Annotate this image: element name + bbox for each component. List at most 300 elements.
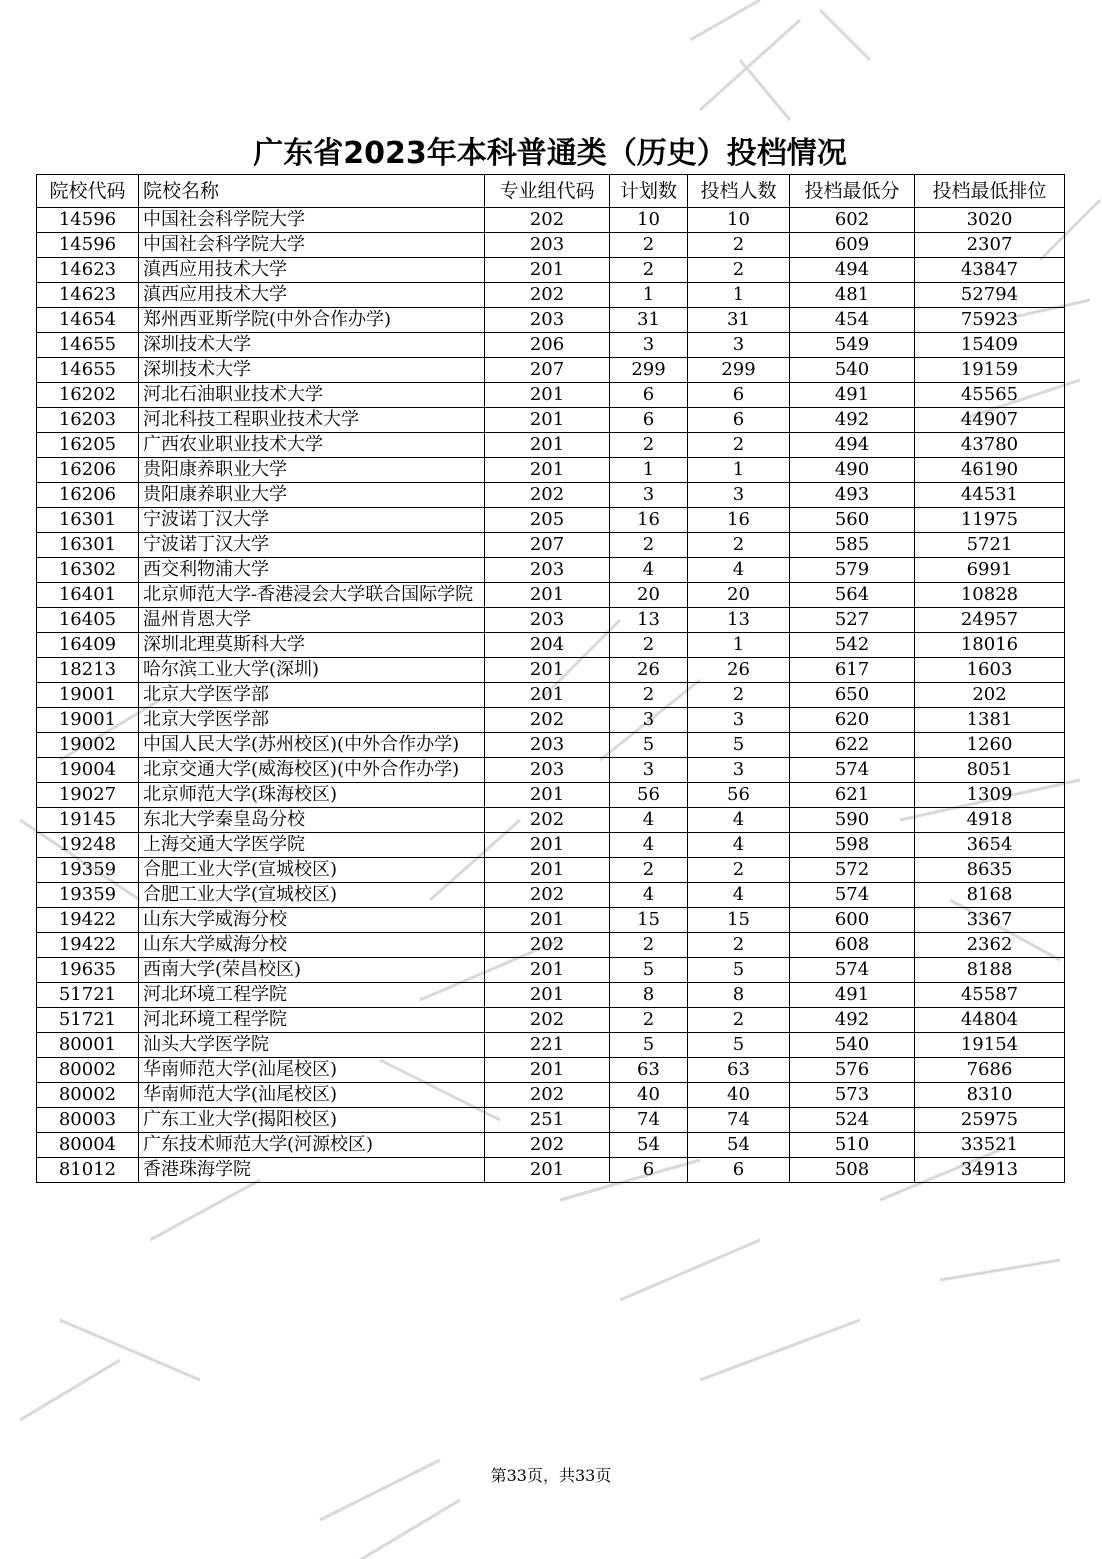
cell-school-code: 14655 — [37, 358, 139, 383]
cell-school-code: 80002 — [37, 1083, 139, 1108]
cell-group-code: 203 — [485, 733, 610, 758]
cell-plan-count: 2 — [610, 433, 688, 458]
table-row — [37, 258, 1065, 283]
watermark-stroke — [940, 1260, 1060, 1280]
cell-school-name: 深圳北理莫斯科大学 — [139, 633, 485, 658]
cell-school-code: 16205 — [37, 433, 139, 458]
cell-admitted-count: 6 — [688, 408, 790, 433]
cell-plan-count: 31 — [610, 308, 688, 333]
cell-school-code: 19001 — [37, 708, 139, 733]
cell-plan-count: 4 — [610, 808, 688, 833]
cell-school-name: 北京师范大学(珠海校区) — [139, 783, 485, 808]
cell-min-score: 560 — [790, 508, 915, 533]
cell-min-rank: 3654 — [915, 833, 1065, 858]
cell-school-code: 18213 — [37, 658, 139, 683]
cell-min-score: 491 — [790, 383, 915, 408]
cell-min-score: 542 — [790, 633, 915, 658]
cell-school-code: 14623 — [37, 258, 139, 283]
table-row — [37, 858, 1065, 883]
cell-min-rank: 46190 — [915, 458, 1065, 483]
cell-min-rank: 202 — [915, 683, 1065, 708]
cell-min-score: 524 — [790, 1108, 915, 1133]
cell-admitted-count: 4 — [688, 883, 790, 908]
cell-min-score: 492 — [790, 1008, 915, 1033]
cell-admitted-count: 1 — [688, 633, 790, 658]
cell-min-score: 492 — [790, 408, 915, 433]
cell-plan-count: 15 — [610, 908, 688, 933]
cell-admitted-count: 3 — [688, 483, 790, 508]
table-row — [37, 883, 1065, 908]
cell-min-rank: 8635 — [915, 858, 1065, 883]
cell-admitted-count: 6 — [688, 1158, 790, 1183]
watermark-stroke — [700, 1320, 860, 1380]
cell-school-code: 14623 — [37, 283, 139, 308]
cell-group-code: 202 — [485, 483, 610, 508]
cell-min-rank: 6991 — [915, 558, 1065, 583]
cell-school-name: 山东大学威海分校 — [139, 933, 485, 958]
table-row — [37, 208, 1065, 233]
cell-school-code: 16409 — [37, 633, 139, 658]
cell-plan-count: 6 — [610, 383, 688, 408]
cell-plan-count: 2 — [610, 233, 688, 258]
cell-admitted-count: 40 — [688, 1083, 790, 1108]
cell-min-rank: 24957 — [915, 608, 1065, 633]
cell-group-code: 201 — [485, 383, 610, 408]
cell-plan-count: 3 — [610, 333, 688, 358]
cell-min-score: 574 — [790, 958, 915, 983]
cell-school-name: 香港珠海学院 — [139, 1158, 485, 1183]
cell-min-score: 598 — [790, 833, 915, 858]
cell-school-code: 80002 — [37, 1058, 139, 1083]
cell-school-name: 合肥工业大学(宣城校区) — [139, 883, 485, 908]
table-row — [37, 1158, 1065, 1183]
cell-min-rank: 2307 — [915, 233, 1065, 258]
cell-min-rank: 34913 — [915, 1158, 1065, 1183]
cell-school-code: 19001 — [37, 683, 139, 708]
header-school-name: 院校名称 — [139, 175, 485, 208]
watermark-stroke — [150, 1180, 260, 1240]
cell-plan-count: 299 — [610, 358, 688, 383]
cell-min-score: 609 — [790, 233, 915, 258]
cell-school-code: 16206 — [37, 483, 139, 508]
cell-school-name: 河北环境工程学院 — [139, 983, 485, 1008]
table-row — [37, 1108, 1065, 1133]
admission-table — [36, 174, 1065, 1183]
cell-school-name: 哈尔滨工业大学(深圳) — [139, 658, 485, 683]
cell-group-code: 202 — [485, 933, 610, 958]
cell-min-rank: 8168 — [915, 883, 1065, 908]
cell-school-name: 北京大学医学部 — [139, 708, 485, 733]
cell-plan-count: 3 — [610, 708, 688, 733]
cell-school-name: 广东技术师范大学(河源校区) — [139, 1133, 485, 1158]
cell-plan-count: 1 — [610, 458, 688, 483]
cell-school-name: 温州肯恩大学 — [139, 608, 485, 633]
cell-school-name: 河北环境工程学院 — [139, 1008, 485, 1033]
cell-min-score: 564 — [790, 583, 915, 608]
cell-school-name: 山东大学威海分校 — [139, 908, 485, 933]
cell-group-code: 201 — [485, 433, 610, 458]
cell-school-name: 广西农业职业技术大学 — [139, 433, 485, 458]
cell-group-code: 201 — [485, 258, 610, 283]
cell-min-score: 621 — [790, 783, 915, 808]
cell-school-name: 滇西应用技术大学 — [139, 283, 485, 308]
cell-school-name: 西交利物浦大学 — [139, 558, 485, 583]
cell-school-code: 19359 — [37, 858, 139, 883]
cell-school-name: 合肥工业大学(宣城校区) — [139, 858, 485, 883]
cell-min-rank: 25975 — [915, 1108, 1065, 1133]
cell-plan-count: 2 — [610, 533, 688, 558]
cell-group-code: 203 — [485, 608, 610, 633]
table-row — [37, 508, 1065, 533]
cell-school-name: 华南师范大学(汕尾校区) — [139, 1083, 485, 1108]
cell-admitted-count: 54 — [688, 1133, 790, 1158]
cell-school-code: 51721 — [37, 983, 139, 1008]
table-row — [37, 683, 1065, 708]
cell-min-rank: 18016 — [915, 633, 1065, 658]
cell-school-code: 80001 — [37, 1033, 139, 1058]
cell-group-code: 201 — [485, 583, 610, 608]
table-row — [37, 308, 1065, 333]
cell-group-code: 201 — [485, 1158, 610, 1183]
cell-plan-count: 26 — [610, 658, 688, 683]
cell-min-score: 579 — [790, 558, 915, 583]
table-row — [37, 708, 1065, 733]
cell-group-code: 207 — [485, 533, 610, 558]
cell-school-code: 16202 — [37, 383, 139, 408]
cell-group-code: 201 — [485, 858, 610, 883]
cell-school-code: 14655 — [37, 333, 139, 358]
cell-min-score: 574 — [790, 758, 915, 783]
cell-admitted-count: 2 — [688, 433, 790, 458]
cell-admitted-count: 10 — [688, 208, 790, 233]
table-body — [37, 208, 1065, 1183]
cell-group-code: 203 — [485, 558, 610, 583]
cell-plan-count: 6 — [610, 408, 688, 433]
cell-min-score: 490 — [790, 458, 915, 483]
cell-admitted-count: 4 — [688, 558, 790, 583]
cell-min-score: 510 — [790, 1133, 915, 1158]
table-row — [37, 1033, 1065, 1058]
cell-school-code: 16302 — [37, 558, 139, 583]
table-row — [37, 533, 1065, 558]
cell-admitted-count: 20 — [688, 583, 790, 608]
cell-min-rank: 2362 — [915, 933, 1065, 958]
cell-school-code: 19027 — [37, 783, 139, 808]
cell-plan-count: 40 — [610, 1083, 688, 1108]
table-row — [37, 458, 1065, 483]
cell-group-code: 202 — [485, 1008, 610, 1033]
cell-school-name: 郑州西亚斯学院(中外合作办学) — [139, 308, 485, 333]
table-row — [37, 908, 1065, 933]
cell-school-code: 16203 — [37, 408, 139, 433]
header-admitted-count: 投档人数 — [688, 175, 790, 208]
cell-school-name: 河北石油职业技术大学 — [139, 383, 485, 408]
watermark-stroke — [620, 1240, 760, 1300]
cell-school-code: 14596 — [37, 233, 139, 258]
cell-min-rank: 3020 — [915, 208, 1065, 233]
cell-min-score: 622 — [790, 733, 915, 758]
cell-group-code: 205 — [485, 508, 610, 533]
cell-min-score: 481 — [790, 283, 915, 308]
cell-group-code: 202 — [485, 708, 610, 733]
cell-school-code: 19002 — [37, 733, 139, 758]
cell-min-rank: 75923 — [915, 308, 1065, 333]
cell-min-rank: 44907 — [915, 408, 1065, 433]
cell-group-code: 204 — [485, 633, 610, 658]
watermark-stroke — [820, 10, 870, 60]
table-row — [37, 658, 1065, 683]
table-row — [37, 608, 1065, 633]
cell-plan-count: 2 — [610, 1008, 688, 1033]
cell-plan-count: 2 — [610, 933, 688, 958]
cell-school-name: 西南大学(荣昌校区) — [139, 958, 485, 983]
cell-plan-count: 2 — [610, 858, 688, 883]
cell-school-name: 宁波诺丁汉大学 — [139, 533, 485, 558]
cell-plan-count: 6 — [610, 1158, 688, 1183]
cell-min-rank: 43847 — [915, 258, 1065, 283]
cell-school-name: 北京大学医学部 — [139, 683, 485, 708]
cell-min-score: 600 — [790, 908, 915, 933]
cell-school-name: 汕头大学医学院 — [139, 1033, 485, 1058]
cell-min-score: 585 — [790, 533, 915, 558]
table-row — [37, 1133, 1065, 1158]
cell-min-rank: 45587 — [915, 983, 1065, 1008]
cell-group-code: 202 — [485, 883, 610, 908]
cell-admitted-count: 4 — [688, 808, 790, 833]
cell-group-code: 201 — [485, 783, 610, 808]
cell-min-score: 494 — [790, 258, 915, 283]
cell-admitted-count: 26 — [688, 658, 790, 683]
cell-admitted-count: 5 — [688, 1033, 790, 1058]
cell-plan-count: 56 — [610, 783, 688, 808]
cell-admitted-count: 3 — [688, 758, 790, 783]
cell-min-rank: 7686 — [915, 1058, 1065, 1083]
cell-admitted-count: 5 — [688, 733, 790, 758]
cell-min-score: 620 — [790, 708, 915, 733]
cell-school-name: 中国人民大学(苏州校区)(中外合作办学) — [139, 733, 485, 758]
table-row — [37, 483, 1065, 508]
cell-admitted-count: 4 — [688, 833, 790, 858]
watermark-stroke — [700, 20, 800, 110]
watermark-stroke — [740, 60, 790, 120]
cell-school-name: 中国社会科学院大学 — [139, 233, 485, 258]
cell-min-score: 491 — [790, 983, 915, 1008]
table-row — [37, 1058, 1065, 1083]
cell-admitted-count: 3 — [688, 333, 790, 358]
cell-min-score: 608 — [790, 933, 915, 958]
table-row — [37, 408, 1065, 433]
cell-plan-count: 5 — [610, 733, 688, 758]
table-row — [37, 733, 1065, 758]
cell-school-name: 广东工业大学(揭阳校区) — [139, 1108, 485, 1133]
cell-group-code: 201 — [485, 458, 610, 483]
cell-min-rank: 1260 — [915, 733, 1065, 758]
cell-admitted-count: 2 — [688, 933, 790, 958]
header-min-score: 投档最低分 — [790, 175, 915, 208]
cell-group-code: 201 — [485, 683, 610, 708]
cell-school-code: 19145 — [37, 808, 139, 833]
cell-admitted-count: 13 — [688, 608, 790, 633]
cell-admitted-count: 6 — [688, 383, 790, 408]
cell-min-score: 590 — [790, 808, 915, 833]
cell-admitted-count: 299 — [688, 358, 790, 383]
table-row — [37, 283, 1065, 308]
cell-school-code: 19248 — [37, 833, 139, 858]
cell-school-code: 19635 — [37, 958, 139, 983]
cell-min-rank: 3367 — [915, 908, 1065, 933]
cell-school-name: 滇西应用技术大学 — [139, 258, 485, 283]
cell-min-rank: 8188 — [915, 958, 1065, 983]
cell-min-score: 602 — [790, 208, 915, 233]
cell-min-score: 617 — [790, 658, 915, 683]
cell-group-code: 201 — [485, 408, 610, 433]
table-row — [37, 633, 1065, 658]
cell-school-name: 华南师范大学(汕尾校区) — [139, 1058, 485, 1083]
cell-group-code: 221 — [485, 1033, 610, 1058]
table-row — [37, 783, 1065, 808]
cell-school-code: 16401 — [37, 583, 139, 608]
cell-school-code: 14596 — [37, 208, 139, 233]
cell-school-code: 16405 — [37, 608, 139, 633]
cell-min-score: 549 — [790, 333, 915, 358]
cell-group-code: 202 — [485, 808, 610, 833]
cell-plan-count: 5 — [610, 1033, 688, 1058]
cell-admitted-count: 2 — [688, 258, 790, 283]
cell-admitted-count: 74 — [688, 1108, 790, 1133]
cell-min-score: 574 — [790, 883, 915, 908]
table-row — [37, 758, 1065, 783]
cell-admitted-count: 3 — [688, 708, 790, 733]
watermark-stroke — [60, 1320, 200, 1380]
table-row — [37, 558, 1065, 583]
cell-group-code: 201 — [485, 658, 610, 683]
cell-admitted-count: 15 — [688, 908, 790, 933]
cell-school-code: 16206 — [37, 458, 139, 483]
cell-plan-count: 8 — [610, 983, 688, 1008]
cell-min-score: 508 — [790, 1158, 915, 1183]
cell-school-name: 中国社会科学院大学 — [139, 208, 485, 233]
cell-admitted-count: 31 — [688, 308, 790, 333]
cell-plan-count: 16 — [610, 508, 688, 533]
cell-plan-count: 5 — [610, 958, 688, 983]
cell-school-name: 东北大学秦皇岛分校 — [139, 808, 485, 833]
cell-plan-count: 1 — [610, 283, 688, 308]
cell-min-rank: 44804 — [915, 1008, 1065, 1033]
cell-school-code: 16301 — [37, 508, 139, 533]
cell-plan-count: 3 — [610, 483, 688, 508]
watermark-stroke — [690, 0, 760, 40]
cell-school-code: 14654 — [37, 308, 139, 333]
cell-min-rank: 33521 — [915, 1133, 1065, 1158]
table-row — [37, 333, 1065, 358]
cell-min-rank: 44531 — [915, 483, 1065, 508]
cell-min-rank: 10828 — [915, 583, 1065, 608]
table-row — [37, 583, 1065, 608]
cell-plan-count: 2 — [610, 258, 688, 283]
table-row — [37, 433, 1065, 458]
cell-group-code: 203 — [485, 758, 610, 783]
cell-group-code: 201 — [485, 1058, 610, 1083]
cell-min-rank: 19159 — [915, 358, 1065, 383]
cell-plan-count: 54 — [610, 1133, 688, 1158]
cell-min-rank: 4918 — [915, 808, 1065, 833]
cell-min-rank: 8310 — [915, 1083, 1065, 1108]
table-header-row — [37, 175, 1065, 208]
cell-plan-count: 20 — [610, 583, 688, 608]
cell-group-code: 251 — [485, 1108, 610, 1133]
cell-school-code: 16301 — [37, 533, 139, 558]
cell-plan-count: 2 — [610, 633, 688, 658]
cell-group-code: 201 — [485, 833, 610, 858]
table-row — [37, 833, 1065, 858]
cell-plan-count: 74 — [610, 1108, 688, 1133]
cell-school-code: 19422 — [37, 908, 139, 933]
cell-school-code: 80004 — [37, 1133, 139, 1158]
cell-admitted-count: 2 — [688, 1008, 790, 1033]
cell-school-code: 19422 — [37, 933, 139, 958]
table-row — [37, 1008, 1065, 1033]
cell-plan-count: 3 — [610, 758, 688, 783]
cell-school-name: 北京交通大学(威海校区)(中外合作办学) — [139, 758, 485, 783]
cell-admitted-count: 2 — [688, 533, 790, 558]
cell-plan-count: 4 — [610, 558, 688, 583]
table-row — [37, 933, 1065, 958]
cell-group-code: 202 — [485, 1083, 610, 1108]
cell-admitted-count: 2 — [688, 683, 790, 708]
cell-school-name: 北京师范大学-香港浸会大学联合国际学院 — [139, 583, 485, 608]
cell-group-code: 202 — [485, 1133, 610, 1158]
table-row — [37, 983, 1065, 1008]
cell-min-rank: 45565 — [915, 383, 1065, 408]
cell-group-code: 206 — [485, 333, 610, 358]
page-footer: 第33页，共33页 — [490, 1466, 612, 1485]
cell-school-name: 宁波诺丁汉大学 — [139, 508, 485, 533]
header-group-code: 专业组代码 — [485, 175, 610, 208]
cell-admitted-count: 1 — [688, 458, 790, 483]
cell-school-code: 19359 — [37, 883, 139, 908]
cell-school-code: 51721 — [37, 1008, 139, 1033]
cell-admitted-count: 5 — [688, 958, 790, 983]
cell-admitted-count: 63 — [688, 1058, 790, 1083]
cell-min-rank: 15409 — [915, 333, 1065, 358]
cell-min-score: 650 — [790, 683, 915, 708]
cell-school-name: 贵阳康养职业大学 — [139, 483, 485, 508]
table-row — [37, 358, 1065, 383]
cell-min-rank: 8051 — [915, 758, 1065, 783]
cell-group-code: 201 — [485, 908, 610, 933]
cell-min-score: 454 — [790, 308, 915, 333]
cell-min-rank: 43780 — [915, 433, 1065, 458]
cell-min-score: 572 — [790, 858, 915, 883]
cell-min-rank: 11975 — [915, 508, 1065, 533]
cell-group-code: 201 — [485, 958, 610, 983]
cell-plan-count: 4 — [610, 833, 688, 858]
cell-school-name: 上海交通大学医学院 — [139, 833, 485, 858]
table-row — [37, 1083, 1065, 1108]
cell-min-rank: 5721 — [915, 533, 1065, 558]
cell-group-code: 207 — [485, 358, 610, 383]
cell-admitted-count: 1 — [688, 283, 790, 308]
cell-plan-count: 63 — [610, 1058, 688, 1083]
cell-group-code: 201 — [485, 983, 610, 1008]
cell-plan-count: 2 — [610, 683, 688, 708]
cell-admitted-count: 8 — [688, 983, 790, 1008]
header-plan-count: 计划数 — [610, 175, 688, 208]
cell-min-score: 540 — [790, 1033, 915, 1058]
cell-group-code: 202 — [485, 283, 610, 308]
table-row — [37, 808, 1065, 833]
cell-min-score: 573 — [790, 1083, 915, 1108]
